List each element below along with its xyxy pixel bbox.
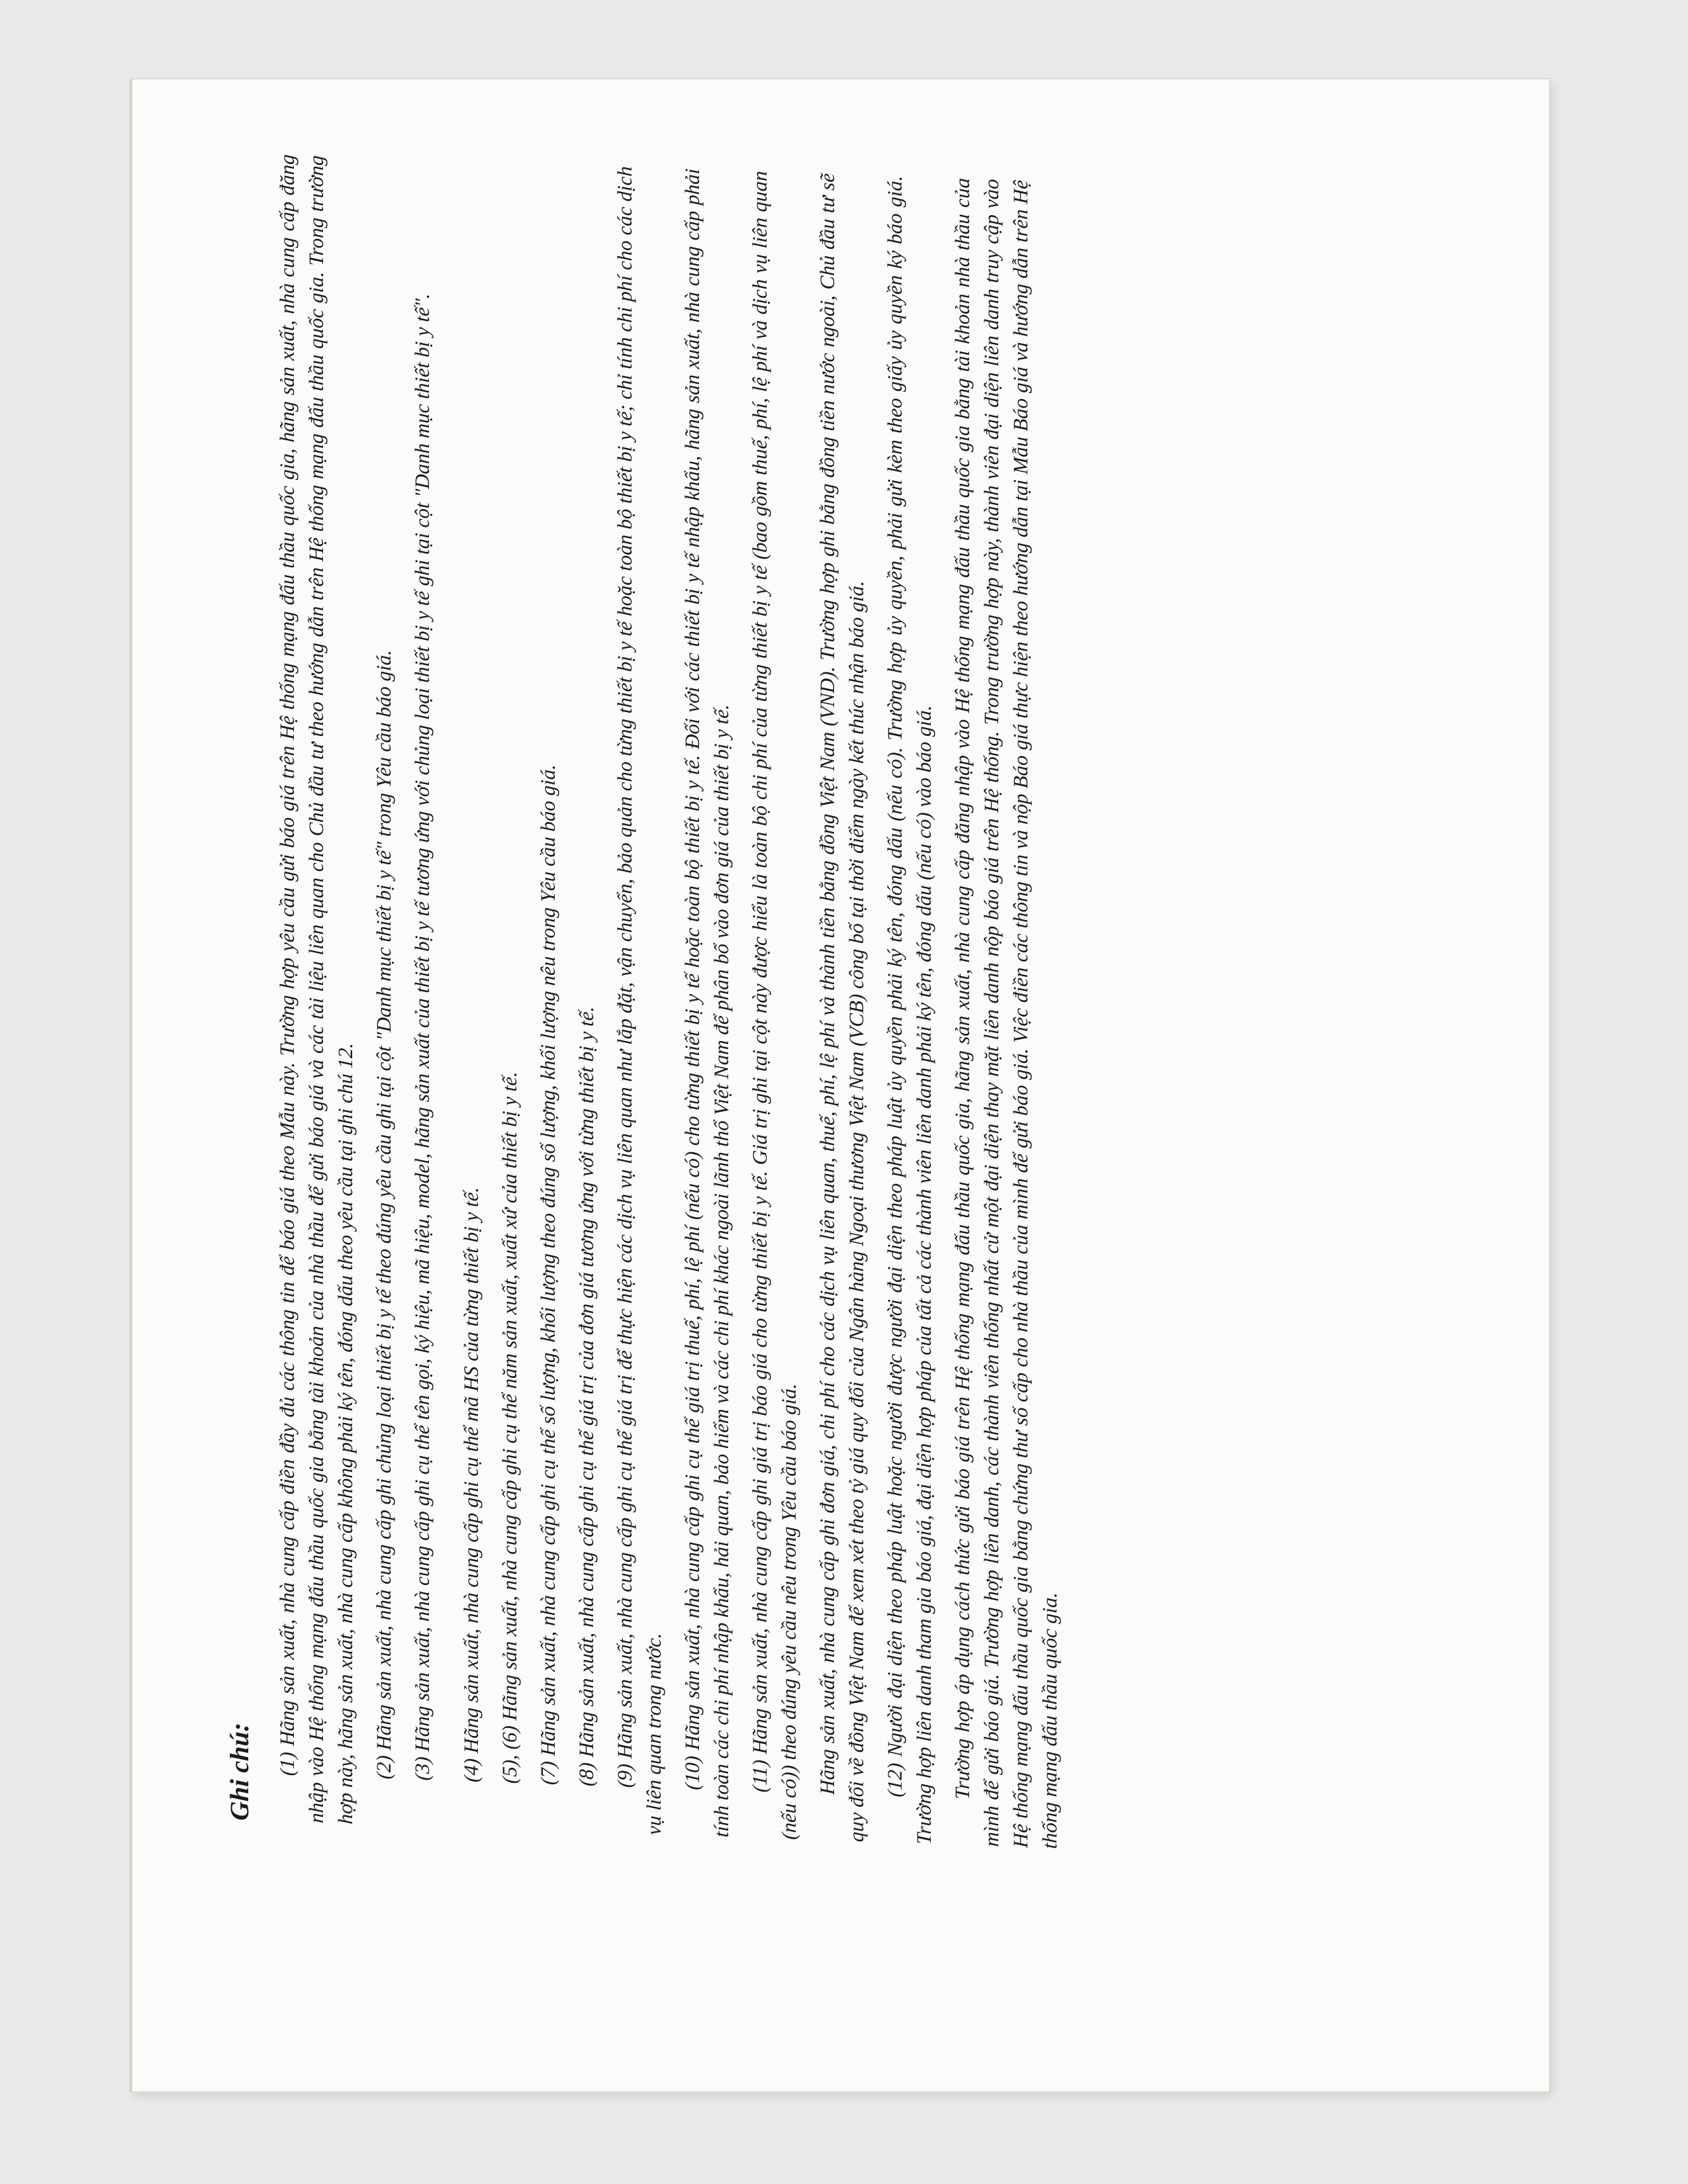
note-12: (12) Người đại diện theo pháp luật hoặc người được người đại diện theo pháp luật ủy quyền phải ký tên, đóng dấu (nếu có). Trường hợp ủy quyền, phải gửi kèm theo giấy ủy quyền ký báo giá. Trường hợp liên danh tham gia báo giá, đại diện hợp pháp của tất cả các thành viên liên danh phải ký tên, đóng dấu (nếu có) vào báo giá. bbox=[883, 175, 935, 1845]
note-7: (7) Hãng sản xuất, nhà cung cấp ghi cụ thể số lượng, khối lượng theo đúng số lượng, khối lượng nêu trong Yêu cầu báo giá. bbox=[536, 764, 559, 1786]
note-2: (2) Hãng sản xuất, nhà cung cấp ghi chủng loại thiết bị y tế theo đúng yêu cầu ghi tại cột "Danh mục thiết bị y tế" trong Yêu cầu báo giá. bbox=[372, 649, 395, 1780]
note-11-currency: Hãng sản xuất, nhà cung cấp ghi đơn giá, chi phí cho các dịch vụ liên quan, thuế, phí, lệ phí và thành tiền bằng đồng Việt Nam (VND). Trường hợp ghi bằng đồng tiền nước ngoài, Chủ đầu tư sẽ quy đổi về đồng Việt Nam để xem xét theo tỷ giá quy đổi của Ngân hàng Ngoại thương Việt Nam (VCB) công bố tại thời điểm ngày kết thúc nhận báo giá. bbox=[816, 173, 868, 1843]
rotated-notes-block bbox=[225, 152, 1178, 1853]
note-3: (3) Hãng sản xuất, nhà cung cấp ghi cụ thể tên gọi, ký hiệu, mã hiệu, model, hãng sản xuất của thiết bị y tế tương ứng với chủng loại thiết bị y tế ghi tại cột "Danh mục thiết bị y tế". bbox=[410, 293, 434, 1781]
note-4: (4) Hãng sản xuất, nhà cung cấp ghi cụ thể mã HS của từng thiết bị y tế. bbox=[459, 1186, 483, 1783]
note-9: (9) Hãng sản xuất, nhà cung cấp ghi cụ thể giá trị để thực hiện các dịch vụ liên quan như lắp đặt, vận chuyển, bảo quản cho từng thiết bị y tế hoặc toàn bộ thiết bị y tế; chỉ tính chi phí cho các dịch vụ liên quan trong nước. bbox=[613, 165, 665, 1836]
notes-heading: Ghi chú: bbox=[224, 1722, 254, 1821]
note-11: (11) Hãng sản xuất, nhà cung cấp ghi giá trị báo giá cho từng thiết bị y tế. Giá trị ghi tại cột này được hiểu là toàn bộ chi phí của từng thiết bị y tế (bao gồm thuế, phí, lệ phí và dịch vụ liên quan (nếu có)) theo đúng yêu cầu nêu trong Yêu cầu báo giá. bbox=[748, 170, 800, 1841]
note-12-online: Trường hợp áp dụng cách thức gửi báo giá trên Hệ thống mạng đấu thầu quốc gia, hãng sản xuất, nhà cung cấp đăng nhập vào Hệ thống mạng đấu thầu quốc gia bằng tài khoản nhà thầu của mình để gửi báo giá. Trường hợp liên danh, các thành viên thống nhất cử một đại diện thay mặt liên danh nộp báo giá trên Hệ thống. Trong trường hợp này, thành viên đại diện liên danh truy cập vào Hệ thống mạng đấu thầu quốc gia bằng chứng thư số cấp cho nhà thầu của mình để gửi báo giá. Việc điền các thông tin và nộp Báo giá thực hiện theo hướng dẫn tại Mẫu Báo giá và hướng dẫn trên Hệ thống mạng đấu thầu quốc gia. bbox=[951, 177, 1061, 1850]
note-1: (1) Hãng sản xuất, nhà cung cấp điền đầy đủ các thông tin để báo giá theo Mẫu này. Trường hợp yêu cầu gửi báo giá trên Hệ thống mạng đấu thầu quốc gia, hãng sản xuất, nhà cung cấp đăng nhập vào Hệ thống mạng đấu thầu quốc gia bằng tài khoản của nhà thầu để gửi báo giá và các tài liệu liên quan cho Chủ đầu tư theo hướng dẫn trên Hệ thống mạng đấu thầu quốc gia. Trong trường hợp này, hãng sản xuất, nhà cung cấp không phải ký tên, đóng dấu theo yêu cầu tại ghi chú 12. bbox=[275, 154, 357, 1825]
note-10: (10) Hãng sản xuất, nhà cung cấp ghi cụ thể giá trị thuế, phí, lệ phí (nếu có) cho từng thiết bị y tế hoặc toàn bộ thiết bị y tế. Đối với các thiết bị y tế nhập khẩu, hãng sản xuất, nhà cung cấp phải tính toàn các chi phí nhập khẩu, hải quan, bảo hiểm và các chi phí khác ngoài lãnh thổ Việt Nam để phân bổ vào đơn giá của thiết bị y tế. bbox=[680, 168, 733, 1838]
note-5-6: (5), (6) Hãng sản xuất, nhà cung cấp ghi cụ thể năm sản xuất, xuất xứ của thiết bị y tế. bbox=[498, 1071, 521, 1784]
note-8: (8) Hãng sản xuất, nhà cung cấp ghi cụ thể giá trị của đơn giá tương ứng với từng thiết bị y tế. bbox=[575, 1006, 598, 1787]
